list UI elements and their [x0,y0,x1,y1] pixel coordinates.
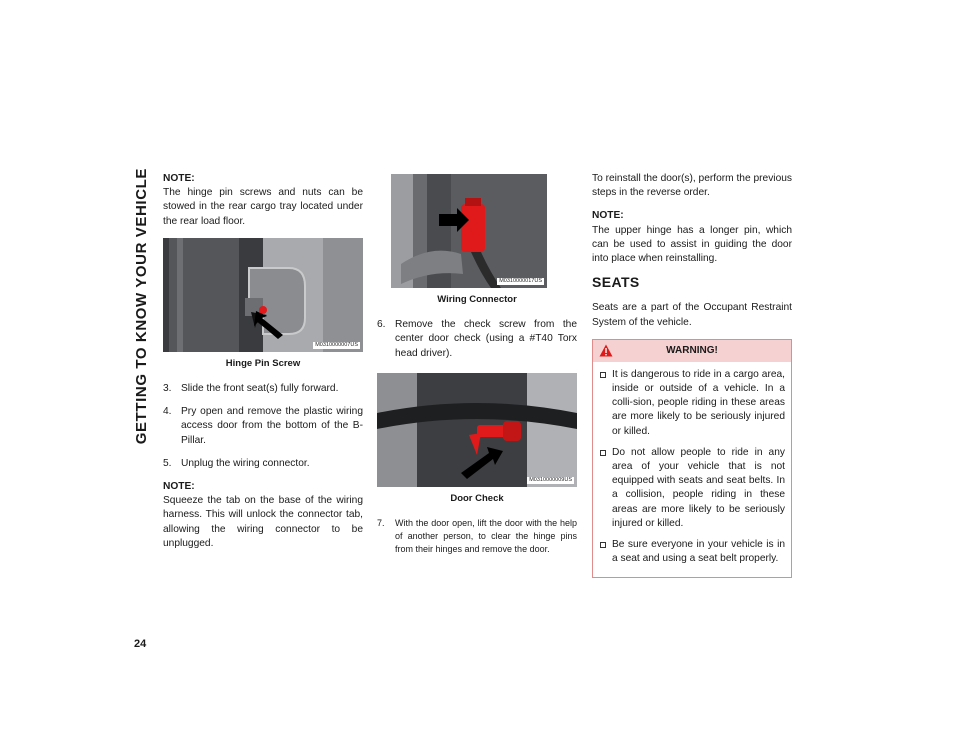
figure-code: M0310000017US [499,278,542,284]
note-text: The hinge pin screws and nuts can be stowed in the rear cargo tray located under the rear load floor. [163,187,363,227]
wiring-connector-figure [391,174,547,288]
step-text: With the door open, lift the door with the help of another person, to clear the hinge pins from their hinges and remove the door. [395,518,577,555]
checkbox-bullet-icon [600,450,606,456]
page-number: 24 [134,638,147,650]
note-label: NOTE: [163,481,195,493]
figure-code: M0310000009US [529,476,572,483]
chapter-title: GETTING TO KNOW YOUR VEHICLE [133,168,150,445]
column-2 [377,174,577,565]
figure-caption: Hinge Pin Screw [225,357,301,369]
note-label: NOTE: [163,173,195,184]
warning-header [593,340,791,362]
list-item [163,382,363,396]
warning-text: Do not allow people to ride in any area of your vehicle that is not equipped with seats and seat belts. In a collision, people riding in these areas are more likely to be seriously injured or killed. [612,446,785,529]
note-block [163,480,363,551]
door-check-figure [377,373,577,487]
warning-triangle-icon [599,344,613,357]
step-text: Remove the check screw from the center door check (using a #T40 Torx head driver). [395,319,577,359]
figure-caption: Wiring Connector [437,294,517,305]
warning-text: Be sure everyone in your vehicle is in a seat and using a seat belt properly. [612,539,785,565]
figure-caption: Door Check [450,492,504,504]
list-item [377,318,577,361]
hinge-illustration [163,238,363,352]
step-number: 5. [163,457,172,469]
figure-code: M0310000007US [315,341,358,348]
paragraph: Seats are a part of the Occupant Restraint System of the vehicle. [592,302,792,328]
list-item [377,517,577,556]
section-title: SEATS [592,274,640,291]
door-check-illustration [377,373,577,487]
step-text: Pry open and remove the plastic wiring access door from the bottom of the B-Pillar. [181,406,363,446]
warning-body [593,362,791,578]
paragraph: To reinstall the door(s), perform the previous steps in the reverse order. [592,173,792,199]
note-block [163,172,363,229]
wiring-connector-illustration [391,174,547,288]
note-label: NOTE: [592,210,624,222]
column-1 [163,172,363,560]
checkbox-bullet-icon [600,542,606,548]
note-text: Squeeze the tab on the base of the wiring harness. This will unlock the connector tab, allowing the wiring connector to be unplugged. [163,495,363,549]
step-number: 7. [377,518,385,529]
step-text: Unplug the wiring connector. [181,457,310,469]
column-3 [592,172,792,578]
step-number: 4. [163,406,172,418]
note-block [592,209,792,266]
warning-box [592,339,792,579]
list-item [163,457,363,471]
step-number: 3. [163,383,172,395]
step-text: Slide the front seat(s) fully forward. [181,383,339,395]
list-item [163,405,363,448]
list-item [599,538,785,566]
note-text: The upper hinge has a longer pin, which can be used to assist in guiding the door into place when reinstalling. [592,224,792,265]
list-item [599,446,785,531]
checkbox-bullet-icon [600,372,606,378]
list-item [599,368,785,439]
hinge-pin-screw-figure [163,238,363,352]
warning-title: WARNING! [666,344,718,356]
step-number: 6. [377,319,386,331]
warning-text: It is dangerous to ride in a cargo area, inside or outside of a vehicle. In a colli-sion, people riding in these areas are more likely to be seriously injured or killed. [612,368,785,437]
chapter-side-tab [130,168,154,588]
